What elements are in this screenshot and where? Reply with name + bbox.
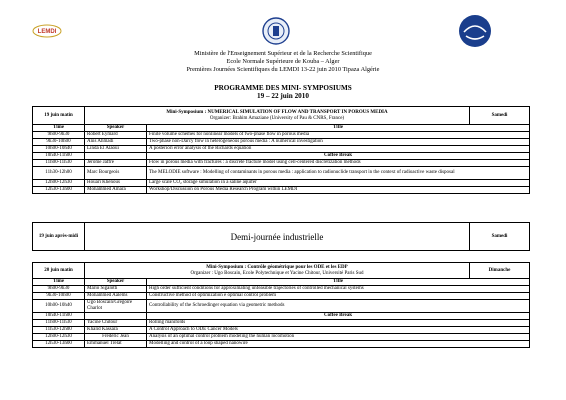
table-row (33, 132, 530, 139)
block-day: Samedi (470, 223, 530, 251)
coffee-break-label: Coffee Break (147, 313, 530, 320)
block-day: Samedi (470, 107, 530, 125)
row-speaker: Yacine Chitour (85, 320, 147, 327)
row-title: Two-phase non-Darcy flow in heterogeneous porous media : A numerical investigation (147, 139, 530, 146)
row-speaker: Anis Ahmadi (85, 139, 147, 146)
row-title: Flow in porous media with fractures : a discrete fracture model using cell-centered discretization methods (147, 160, 530, 167)
row-time: 9h00-9h30 (33, 286, 85, 293)
school-line: Ecole Normale Supérieure de Kouba – Alger (226, 58, 340, 65)
symposium-organizer: Organizer: Brahim Amaziane (University of Pau & CNRS, France) (209, 115, 345, 121)
column-header-title: Title (147, 279, 530, 286)
block-date: 20 juin matin (33, 263, 85, 279)
block-day: Dimanche (470, 263, 530, 279)
row-speaker: Jérôme Jaffré (85, 160, 147, 167)
programme-title (0, 84, 566, 100)
row-speaker (85, 313, 147, 320)
symposium-header (85, 107, 470, 125)
row-time: 11h30-12h00 (33, 167, 85, 180)
table-row (33, 180, 530, 187)
table-row (33, 286, 530, 293)
row-speaker: Robert Eymard (85, 132, 147, 139)
row-title: Finite volume schemes for nonlinear models of two-phase flow in porous media (147, 132, 530, 139)
industrial-half-day: Demi-journée industrielle (85, 223, 470, 251)
symposium-name: Mini-Symposium : NUMERICAL SIMULATION OF FLOW AND TRANSPORT IN POROUS MEDIA (166, 109, 388, 115)
table-row (33, 320, 530, 327)
column-header-speaker: Speaker (85, 279, 147, 286)
coffee-break-label: Coffee Break (147, 153, 530, 160)
event-line: Premières Journées Scientifiques du LEMDI 13-22 juin 2010 Tipaza Algérie (186, 66, 380, 73)
row-speaker: Khalid Kassara (85, 327, 147, 334)
row-speaker: Linda El Alaoui (85, 146, 147, 153)
cnrs-logo (458, 14, 492, 48)
row-speaker: Mohammed Aalems (85, 293, 147, 300)
row-time: 9h30-10h00 (33, 293, 85, 300)
row-time: 12h00-12h30 (33, 180, 85, 187)
lemdi-logo-text: LEMDI (37, 29, 57, 35)
row-speaker: Houari Khenous (85, 180, 147, 187)
table-row (33, 334, 530, 341)
row-title: Rolling manifolds (147, 320, 530, 327)
document-header (0, 50, 566, 74)
row-time: 12h30-13h00 (33, 341, 85, 348)
symposium-header (85, 263, 470, 279)
block-date: 19 juin après-midi (33, 223, 85, 251)
column-header-speaker: Speaker (85, 125, 147, 132)
row-time: 11h00-11h30 (33, 160, 85, 167)
table-row (33, 327, 530, 334)
symposium-name: Mini-Symposium : Contrôle géométrique pour les ODE et les EDP (206, 264, 348, 270)
table-row (33, 167, 530, 180)
row-time: 12h00-12h30 (33, 334, 85, 341)
lemdi-logo (32, 22, 62, 40)
table-row (33, 146, 530, 153)
table-row (33, 300, 530, 313)
row-speaker: Ugo Boscain/Gregoire Charlot (85, 300, 147, 313)
row-speaker (85, 153, 147, 160)
column-header-time: Time (33, 125, 85, 132)
row-speaker: Marc Bourgeois (85, 167, 147, 180)
ministry-line: Ministère de l'Enseignement Supérieur et de la Recherche Scientifique (194, 50, 372, 57)
column-header-title: Title (147, 125, 530, 132)
programme-dates: 19 – 22 juin 2010 (257, 92, 309, 100)
row-time: 11h00-11h30 (33, 320, 85, 327)
row-time: 9h00-9h30 (33, 132, 85, 139)
row-speaker: Frédéric Jean (85, 334, 147, 341)
row-title: Workshop/Discussion on Porous Media Research Program within LEMDI (147, 187, 530, 194)
table-row (33, 293, 530, 300)
row-time: 11h30-12h00 (33, 327, 85, 334)
row-title: Constructive method of optimization e optimal control problem (147, 293, 530, 300)
schedule-table-sunday-morning (32, 262, 530, 348)
row-time: 9h30-10h00 (33, 139, 85, 146)
table-row (33, 139, 530, 146)
row-title: The MELODIE software : Modelling of contaminants in porous media : application to radionuclide transport in the context of radioactive waste disposal (147, 167, 530, 180)
row-time: 10h00-10h40 (33, 146, 85, 153)
row-title: A Control Approach to ODE Cancer Models (147, 327, 530, 334)
row-title: Analysis of an optimal control problem modeling the human locomotion (147, 334, 530, 341)
ens-kouba-emblem (262, 16, 290, 46)
row-speaker: Mario Sigalotti (85, 286, 147, 293)
table-row (33, 341, 530, 348)
coffee-break-row (33, 313, 530, 320)
row-title: High order sufficient conditions for approximating unfeasible trajectories of controlled mechanical systems (147, 286, 530, 293)
schedule-table-saturday-afternoon (32, 222, 530, 251)
table-row (33, 187, 530, 194)
row-title: Modelling and control of a loop shaped nanowire (147, 341, 530, 348)
table-row (33, 160, 530, 167)
row-speaker: Emmanuel Trelat (85, 341, 147, 348)
schedule-table-saturday-morning (32, 106, 530, 194)
row-time: 10h40-11h00 (33, 313, 85, 320)
block-date: 19 juin matin (33, 107, 85, 125)
row-title: A posteriori error analysis of the Richards equation (147, 146, 530, 153)
row-time: 10h00-10h40 (33, 300, 85, 313)
row-time: 10h40-11h00 (33, 153, 85, 160)
row-title: Controllability of the Schroedinger equation via geometric methods (147, 300, 530, 313)
column-header-time: Time (33, 279, 85, 286)
coffee-break-row (33, 153, 530, 160)
row-time: 12h30-13h00 (33, 187, 85, 194)
symposium-organizer: Organizer : Ugo Boscain, Ecole Polytechnique et Yacine Chitour, Université Paris Sud (190, 270, 364, 276)
row-title: Large scale CO₂ storage simulation in a saline aquifer (147, 180, 530, 187)
row-speaker: Mohammed Amara (85, 187, 147, 194)
programme-title-line1: PROGRAMME DES MINI- SYMPOSIUMS (214, 84, 352, 92)
